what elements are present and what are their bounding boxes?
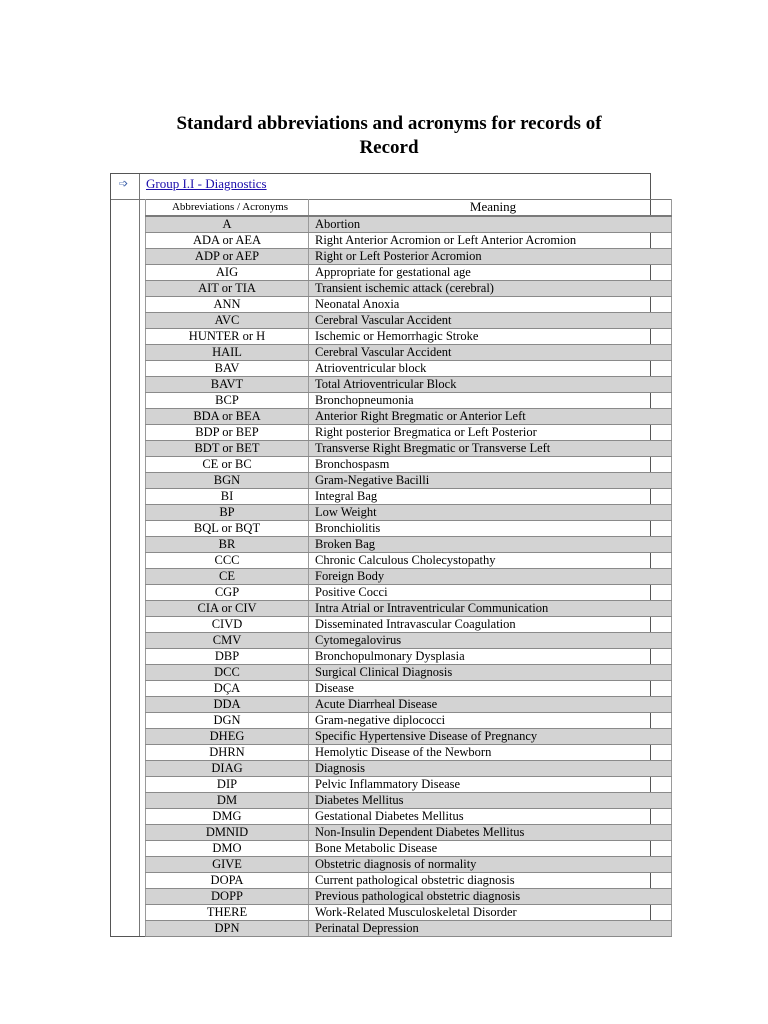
right-arrow-icon: ➩ bbox=[119, 177, 129, 190]
abbreviation-cell: ADP or AEP bbox=[146, 249, 309, 265]
table-row bbox=[146, 297, 672, 313]
abbreviation-cell: DMO bbox=[146, 841, 309, 857]
abbreviation-cell: DCC bbox=[146, 665, 309, 681]
meaning-cell: Ischemic or Hemorrhagic Stroke bbox=[309, 329, 672, 345]
table-row bbox=[146, 761, 672, 777]
meaning-cell: Perinatal Depression bbox=[309, 921, 672, 937]
meaning-cell: Total Atrioventricular Block bbox=[309, 377, 672, 393]
abbreviation-cell: BQL or BQT bbox=[146, 521, 309, 537]
table-row bbox=[146, 361, 672, 377]
column-header-abbreviation: Abbreviations / Acronyms bbox=[146, 199, 309, 216]
meaning-cell: Disseminated Intravascular Coagulation bbox=[309, 617, 672, 633]
abbreviation-cell: BI bbox=[146, 489, 309, 505]
meaning-cell: Integral Bag bbox=[309, 489, 672, 505]
abbreviation-cell: BGN bbox=[146, 473, 309, 489]
table-row bbox=[146, 777, 672, 793]
meaning-cell: Right Anterior Acromion or Left Anterior Acromion bbox=[309, 233, 672, 249]
meaning-cell: Low Weight bbox=[309, 505, 672, 521]
table-row bbox=[146, 681, 672, 697]
table-row bbox=[146, 457, 672, 473]
abbreviation-cell: DGN bbox=[146, 713, 309, 729]
abbreviation-cell: DBP bbox=[146, 649, 309, 665]
meaning-cell: Bone Metabolic Disease bbox=[309, 841, 672, 857]
meaning-cell: Intra Atrial or Intraventricular Communication bbox=[309, 601, 672, 617]
group-diagnostics-link[interactable]: Group I.I - Diagnostics bbox=[146, 176, 267, 191]
meaning-cell: Bronchopneumonia bbox=[309, 393, 672, 409]
abbreviation-cell: HUNTER or H bbox=[146, 329, 309, 345]
table-row bbox=[146, 537, 672, 553]
abbreviation-cell: DPN bbox=[146, 921, 309, 937]
meaning-cell: Diabetes Mellitus bbox=[309, 793, 672, 809]
meaning-cell: Gram-Negative Bacilli bbox=[309, 473, 672, 489]
meaning-cell: Gram-negative diplococci bbox=[309, 713, 672, 729]
abbreviation-cell: GIVE bbox=[146, 857, 309, 873]
table-row bbox=[146, 233, 672, 249]
abbreviation-cell: THERE bbox=[146, 905, 309, 921]
abbreviation-cell: CCC bbox=[146, 553, 309, 569]
meaning-cell: Positive Cocci bbox=[309, 585, 672, 601]
abbreviation-cell: CIA or CIV bbox=[146, 601, 309, 617]
table-row bbox=[146, 216, 672, 233]
table-row bbox=[146, 889, 672, 905]
table-row bbox=[146, 873, 672, 889]
meaning-cell: Broken Bag bbox=[309, 537, 672, 553]
abbreviation-cell: DMNID bbox=[146, 825, 309, 841]
abbreviation-cell: BDA or BEA bbox=[146, 409, 309, 425]
table-row bbox=[146, 841, 672, 857]
table-row bbox=[146, 377, 672, 393]
meaning-cell: Neonatal Anoxia bbox=[309, 297, 672, 313]
table-row bbox=[146, 793, 672, 809]
meaning-cell: Disease bbox=[309, 681, 672, 697]
meaning-cell: Bronchospasm bbox=[309, 457, 672, 473]
table-row bbox=[146, 633, 672, 649]
meaning-cell: Appropriate for gestational age bbox=[309, 265, 672, 281]
meaning-cell: Right or Left Posterior Acromion bbox=[309, 249, 672, 265]
abbreviation-cell: CMV bbox=[146, 633, 309, 649]
abbreviation-cell: DIP bbox=[146, 777, 309, 793]
table-row bbox=[146, 809, 672, 825]
abbreviation-cell: BAV bbox=[146, 361, 309, 377]
meaning-cell: Surgical Clinical Diagnosis bbox=[309, 665, 672, 681]
table-row bbox=[146, 729, 672, 745]
meaning-cell: Acute Diarrheal Disease bbox=[309, 697, 672, 713]
meaning-cell: Transverse Right Bregmatic or Transverse Left bbox=[309, 441, 672, 457]
abbreviation-cell: DM bbox=[146, 793, 309, 809]
meaning-cell: Non-Insulin Dependent Diabetes Mellitus bbox=[309, 825, 672, 841]
meaning-cell: Chronic Calculous Cholecystopathy bbox=[309, 553, 672, 569]
table-row bbox=[146, 921, 672, 937]
abbreviation-cell: DOPA bbox=[146, 873, 309, 889]
table-row bbox=[146, 249, 672, 265]
abbreviation-cell: BR bbox=[146, 537, 309, 553]
meaning-cell: Foreign Body bbox=[309, 569, 672, 585]
meaning-cell: Anterior Right Bregmatic or Anterior Left bbox=[309, 409, 672, 425]
abbreviation-cell: DHEG bbox=[146, 729, 309, 745]
table-row bbox=[146, 489, 672, 505]
abbreviation-cell: DDA bbox=[146, 697, 309, 713]
meaning-cell: Cerebral Vascular Accident bbox=[309, 345, 672, 361]
meaning-cell: Diagnosis bbox=[309, 761, 672, 777]
table-row bbox=[146, 281, 672, 297]
abbreviation-cell: HAIL bbox=[146, 345, 309, 361]
abbreviations-table bbox=[145, 199, 672, 937]
abbreviation-cell: BDP or BEP bbox=[146, 425, 309, 441]
meaning-cell: Bronchopulmonary Dysplasia bbox=[309, 649, 672, 665]
table-header-row bbox=[146, 199, 672, 216]
abbreviation-cell: BAVT bbox=[146, 377, 309, 393]
table-row bbox=[146, 473, 672, 489]
abbreviation-cell: CE or BC bbox=[146, 457, 309, 473]
abbreviation-cell: DOPP bbox=[146, 889, 309, 905]
abbreviation-cell: A bbox=[146, 216, 309, 233]
meaning-cell: Specific Hypertensive Disease of Pregnancy bbox=[309, 729, 672, 745]
table-row bbox=[146, 265, 672, 281]
abbreviation-cell: ADA or AEA bbox=[146, 233, 309, 249]
table-row bbox=[146, 825, 672, 841]
table-row bbox=[146, 665, 672, 681]
title-line-2: Record bbox=[359, 137, 419, 158]
meaning-cell: Bronchiolitis bbox=[309, 521, 672, 537]
meaning-cell: Cerebral Vascular Accident bbox=[309, 313, 672, 329]
table-row bbox=[146, 345, 672, 361]
table-row bbox=[146, 521, 672, 537]
meaning-cell: Transient ischemic attack (cerebral) bbox=[309, 281, 672, 297]
abbreviation-cell: CGP bbox=[146, 585, 309, 601]
meaning-cell: Obstetric diagnosis of normality bbox=[309, 857, 672, 873]
table-row bbox=[146, 393, 672, 409]
table-row bbox=[146, 857, 672, 873]
table-row bbox=[146, 713, 672, 729]
column-divider bbox=[139, 174, 140, 936]
table-row bbox=[146, 617, 672, 633]
table-row bbox=[146, 697, 672, 713]
abbreviation-cell: CE bbox=[146, 569, 309, 585]
abbreviation-cell: ANN bbox=[146, 297, 309, 313]
table-row bbox=[146, 425, 672, 441]
table-row bbox=[146, 553, 672, 569]
page-title bbox=[110, 112, 668, 160]
table-row bbox=[146, 585, 672, 601]
table-row bbox=[146, 601, 672, 617]
meaning-cell: Cytomegalovirus bbox=[309, 633, 672, 649]
meaning-cell: Abortion bbox=[309, 216, 672, 233]
table-row bbox=[146, 745, 672, 761]
abbreviation-cell: DHRN bbox=[146, 745, 309, 761]
table-row bbox=[146, 905, 672, 921]
abbreviation-cell: DIAG bbox=[146, 761, 309, 777]
meaning-cell: Right posterior Bregmatica or Left Posterior bbox=[309, 425, 672, 441]
meaning-cell: Work-Related Musculoskeletal Disorder bbox=[309, 905, 672, 921]
table-row bbox=[146, 409, 672, 425]
table-row bbox=[146, 313, 672, 329]
abbreviation-cell: BDT or BET bbox=[146, 441, 309, 457]
abbreviation-cell: DMG bbox=[146, 809, 309, 825]
table-row bbox=[146, 329, 672, 345]
abbreviation-cell: AIG bbox=[146, 265, 309, 281]
meaning-cell: Atrioventricular block bbox=[309, 361, 672, 377]
table-row bbox=[146, 569, 672, 585]
table-body bbox=[146, 216, 672, 937]
abbreviation-cell: BP bbox=[146, 505, 309, 521]
abbreviation-cell: AIT or TIA bbox=[146, 281, 309, 297]
table-row bbox=[146, 505, 672, 521]
title-line-1: Standard abbreviations and acronyms for records of bbox=[176, 113, 602, 134]
abbreviation-cell: CIVD bbox=[146, 617, 309, 633]
abbreviation-cell: BCP bbox=[146, 393, 309, 409]
abbreviation-cell: AVC bbox=[146, 313, 309, 329]
column-header-meaning: Meaning bbox=[309, 199, 672, 216]
abbreviation-cell: DÇA bbox=[146, 681, 309, 697]
meaning-cell: Current pathological obstetric diagnosis bbox=[309, 873, 672, 889]
meaning-cell: Pelvic Inflammatory Disease bbox=[309, 777, 672, 793]
table-row bbox=[146, 649, 672, 665]
table-row bbox=[146, 441, 672, 457]
meaning-cell: Gestational Diabetes Mellitus bbox=[309, 809, 672, 825]
meaning-cell: Hemolytic Disease of the Newborn bbox=[309, 745, 672, 761]
meaning-cell: Previous pathological obstetric diagnosis bbox=[309, 889, 672, 905]
